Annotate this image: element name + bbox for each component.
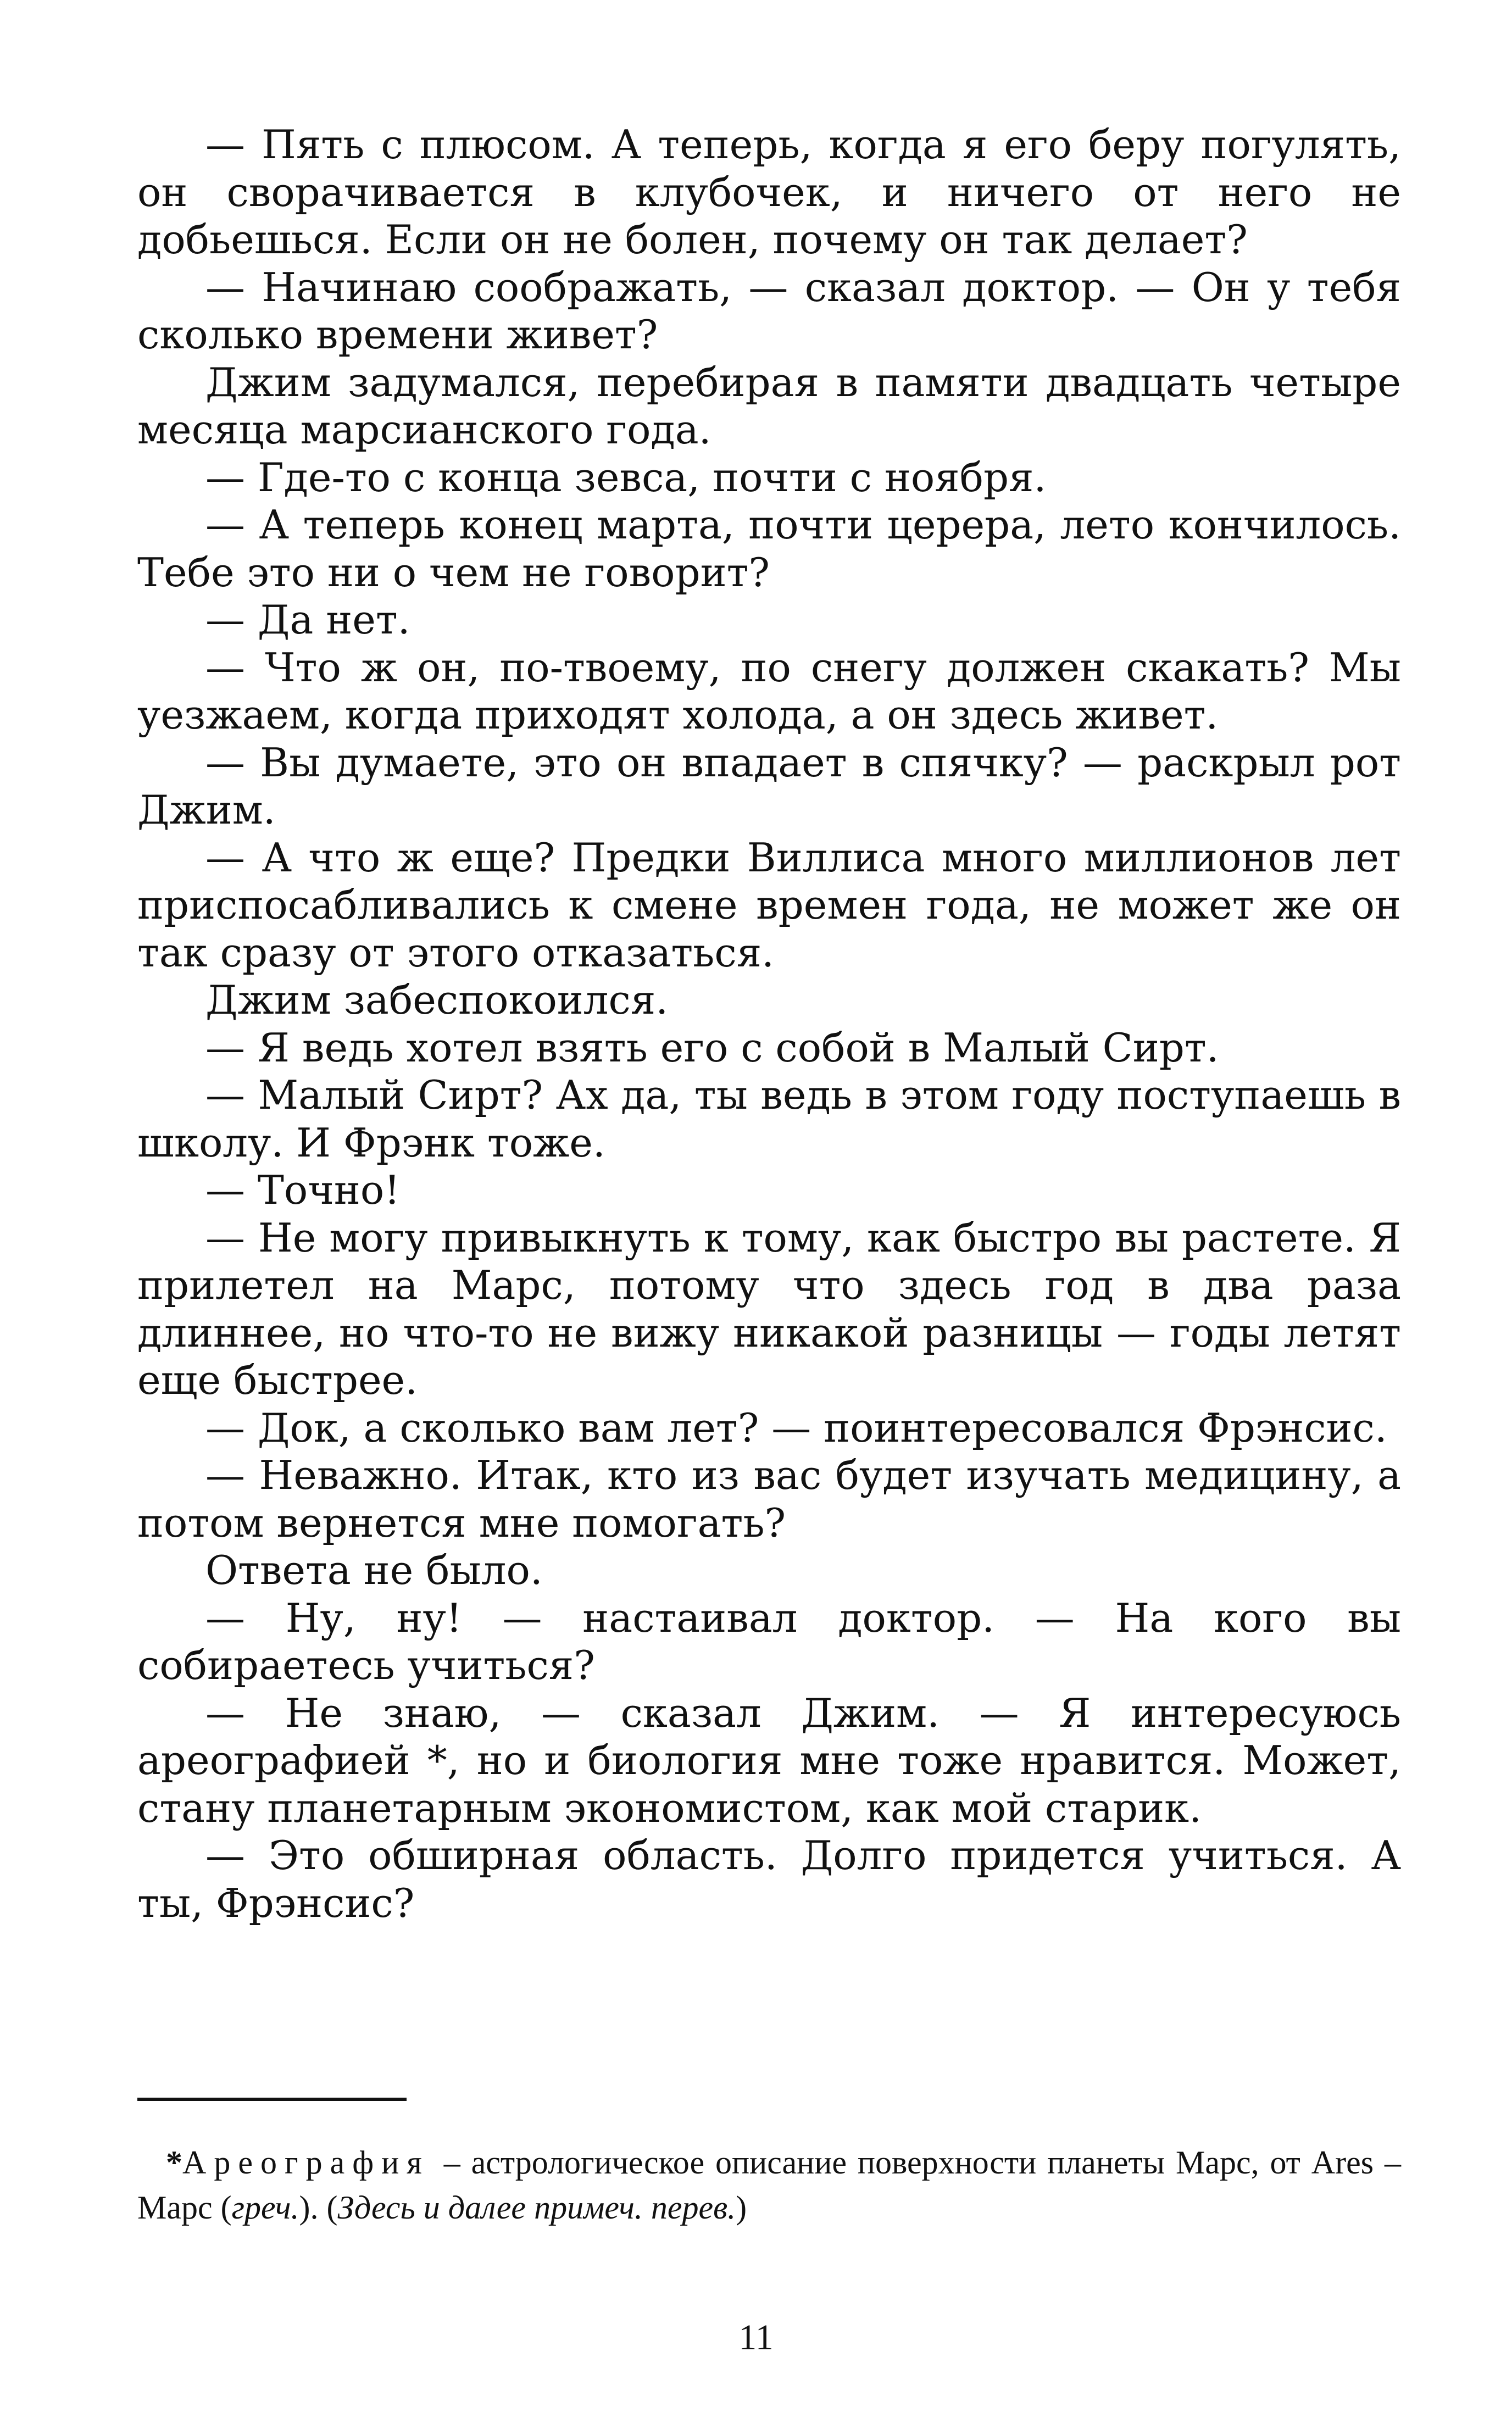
paragraph: — Точно! — [205, 1167, 401, 1213]
paragraph: — Где-то с конца зевса, почти с ноября. — [205, 454, 1047, 501]
paragraph: — Малый Сирт? Ах да, ты ведь в этом году поступаешь в школу. И Фрэнк тоже. — [137, 1072, 1401, 1166]
footnote-closing: ) — [736, 2189, 747, 2226]
paragraph: Джим забеспокоился. — [205, 977, 669, 1023]
paragraph: — Не могу привыкнуть к тому, как быстро вы растете. Я прилетел на Марс, потому что здесь год в два раза длиннее, но что-то не вижу никакой разницы — годы летят еще быстрее. — [137, 1214, 1401, 1403]
paragraph: — Док, а сколько вам лет? — поинтересовался Фрэнсис. — [205, 1404, 1387, 1451]
paragraph: — Я ведь хотел взять его с собой в Малый Сирт. — [205, 1024, 1219, 1071]
paragraph: — Начинаю соображать, — сказал доктор. — Он у тебя сколько времени живет? — [137, 264, 1401, 358]
paragraph: — Что ж он, по-твоему, по снегу должен скакать? Мы уезжаем, когда приходят холода, а он здесь живет. — [137, 644, 1401, 738]
footnote-separator: ). ( — [299, 2189, 338, 2226]
page-number: 11 — [738, 2317, 774, 2358]
paragraph: — А теперь конец марта, почти церера, лето кончилось. Тебе это ни о чем не говорит? — [137, 502, 1401, 596]
footnote-lang-note: греч. — [231, 2189, 299, 2226]
main-text — [137, 121, 1401, 1927]
paragraph: Джим задумался, перебирая в памяти двадцать четыре месяца марсианского года. — [137, 359, 1401, 453]
paragraph: — Не знаю, — сказал Джим. — Я интересуюсь ареографией *, но и биология мне тоже нравится. Может, стану планетарным экономистом, как мой старик. — [137, 1689, 1401, 1831]
footnote-mark: * — [166, 2144, 182, 2181]
footnote-divider — [137, 2098, 407, 2101]
paragraph: Ответа не было. — [205, 1547, 543, 1593]
paragraph: — Пять с плюсом. А теперь, когда я его беру погулять, он сворачивается в клубочек, и ничего от него не добьешься. Если он не болен, почему он так делает? — [137, 121, 1401, 263]
paragraph: — Неважно. Итак, кто из вас будет изучать медицину, а потом вернется мне помогать? — [137, 1452, 1401, 1546]
paragraph: — Ну, ну! — настаивал доктор. — На кого вы собираетесь учиться? — [137, 1594, 1401, 1688]
footnote-editor-note: Здесь и далее примеч. перев. — [337, 2189, 736, 2226]
paragraph: — Вы думаете, это он впадает в спячку? — раскрыл рот Джим. — [137, 739, 1401, 833]
footnote — [137, 2140, 1401, 2230]
paragraph: — Это обширная область. Долго придется учиться. А ты, Фрэнсис? — [137, 1832, 1401, 1926]
paragraph: — А что ж еще? Предки Виллиса много миллионов лет приспосабливались к смене времен года, не может же он так сразу от этого отказаться. — [137, 834, 1401, 976]
paragraph: — Да нет. — [205, 597, 410, 643]
footnote-text: – астрологическое описание поверхности планеты Марс, от Ares – Марс ( — [137, 2144, 1401, 2226]
footnote-term: Ареография — [182, 2144, 430, 2181]
